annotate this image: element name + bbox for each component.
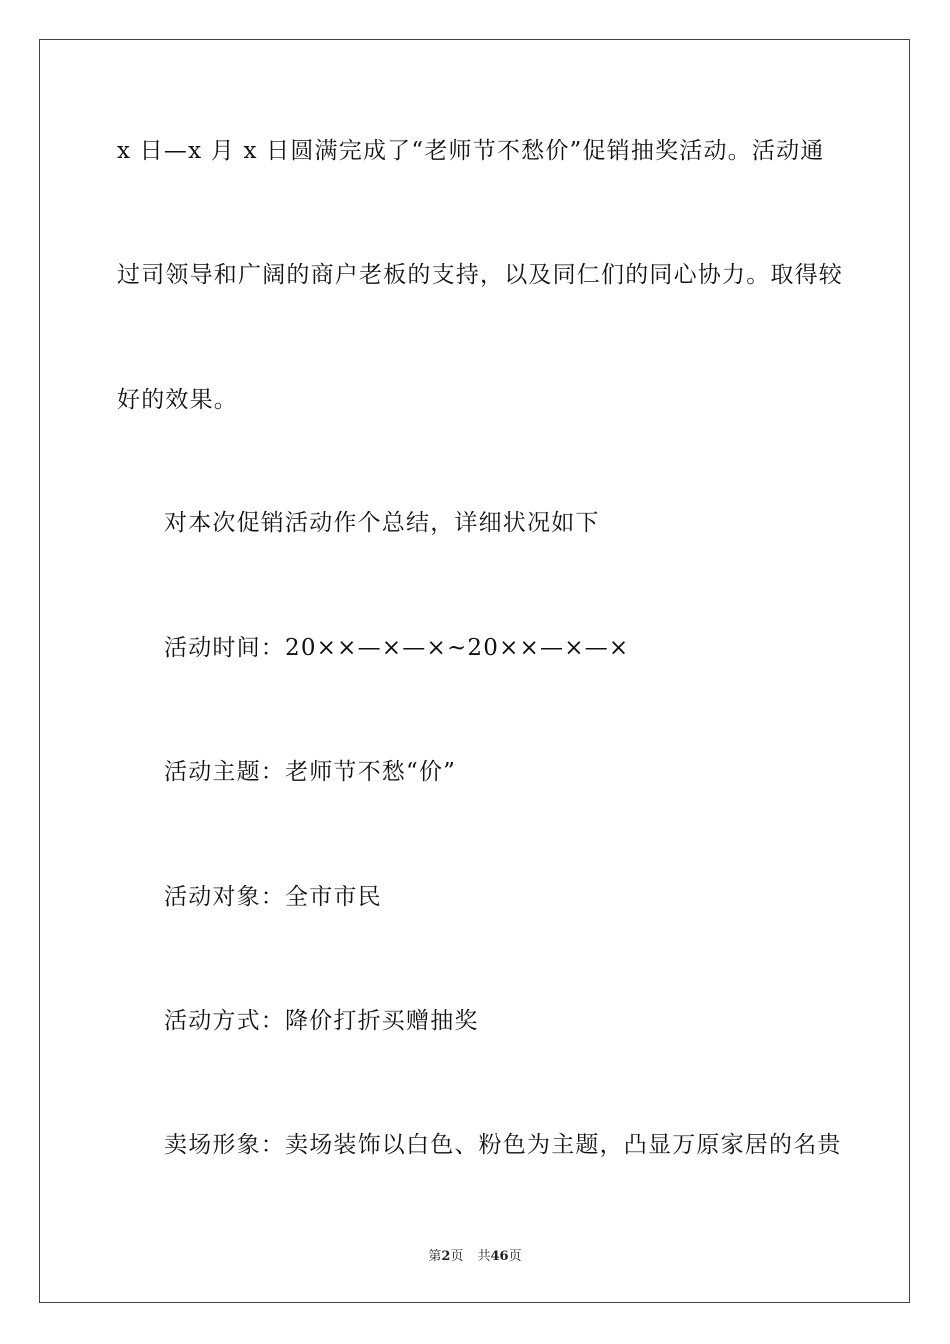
paragraph-line-2: 过司领导和广阔的商户老板的支持，以及同仁们的同心协力。取得较	[117, 262, 843, 288]
page-number: 2	[441, 1249, 451, 1264]
activity-time: 活动时间：20××—×—×~20××—×—×	[164, 635, 630, 661]
activity-theme: 活动主题：老师节不愁“价”	[164, 759, 457, 785]
page-prefix: 第	[428, 1249, 442, 1264]
summary-intro: 对本次促销活动作个总结，详细状况如下	[164, 510, 600, 536]
page-border	[39, 39, 910, 1303]
total-prefix: 共	[477, 1249, 491, 1264]
page-suffix: 页	[450, 1249, 464, 1264]
activity-method: 活动方式：降价打折买赠抽奖	[164, 1008, 479, 1034]
paragraph-line-3: 好的效果。	[117, 387, 238, 413]
total-suffix: 页	[508, 1249, 522, 1264]
paragraph-line-1: x 日—x 月 x 日圆满完成了“老师节不愁价”促销抽奖活动。活动通	[117, 138, 825, 164]
activity-target: 活动对象：全市市民	[164, 884, 382, 910]
total-pages: 46	[490, 1249, 509, 1264]
store-image: 卖场形象：卖场装饰以白色、粉色为主题，凸显万原家居的名贵	[164, 1132, 842, 1158]
page-footer	[0, 1248, 950, 1266]
